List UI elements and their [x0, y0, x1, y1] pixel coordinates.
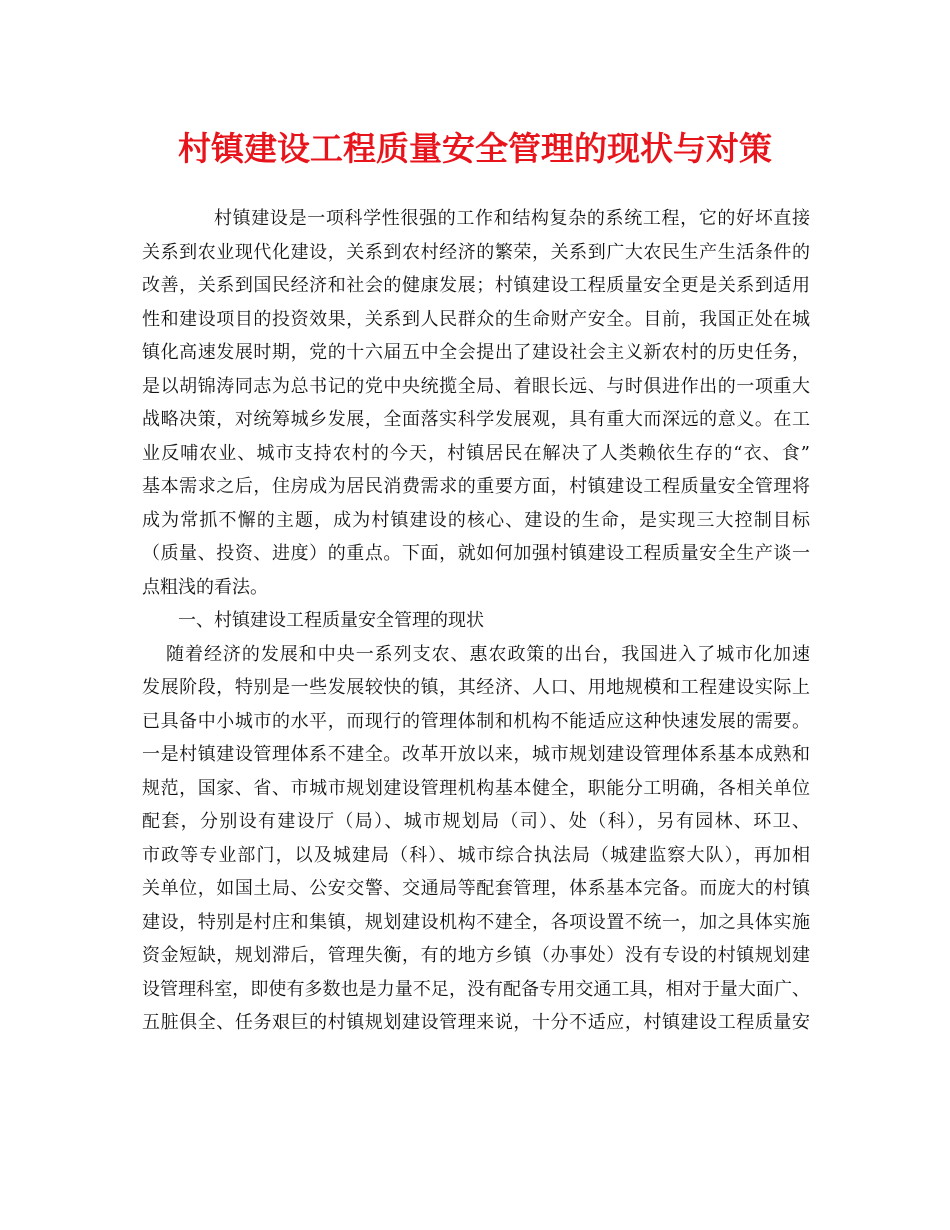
paragraph-line: 性和建设项目的投资效果，关系到人民群众的生命财产安全。目前，我国正处在城 [142, 308, 810, 330]
document-body [142, 202, 810, 1040]
paragraph-line: 战略决策，对统筹城乡发展，全面落实科学发展观，具有重大而深远的意义。在工 [142, 409, 810, 430]
paragraph-line: 关系到农业现代化建设，关系到农村经济的繁荣，关系到广大农民生产生活条件的 [142, 241, 810, 263]
paragraph-line: 设管理科室，即使有多数也是力量不足，没有配备专用交通工具，相对于量大面广、 [142, 978, 810, 1000]
paragraph-line: 发展阶段，特别是一些发展较快的镇，其经济、人口、用地规模和工程建设实际上 [142, 677, 810, 698]
paragraph-line: 规范，国家、省、市城市规划建设管理机构基本健全，职能分工明确，各相关单位 [142, 777, 810, 799]
paragraph-line: 已具备中小城市的水平，而现行的管理体制和机构不能适应这种快速发展的需要。 [142, 710, 810, 732]
paragraph-line: 基本需求之后，住房成为居民消费需求的重要方面，村镇建设工程质量安全管理将 [142, 476, 810, 497]
paragraph-line: 市政等专业部门，以及城建局（科）、城市综合执法局（城建监察大队），再加相 [142, 844, 810, 866]
paragraph-line: 业反哺农业、城市支持农村的今天，村镇居民在解决了人类赖依生存的“衣、食” [142, 442, 810, 464]
paragraph-line: 点粗浅的看法。 [142, 576, 268, 598]
section-heading-line: 一、村镇建设工程质量安全管理的现状 [178, 610, 484, 631]
paragraph-line: 关单位，如国土局、公安交警、交通局等配套管理，体系基本完备。而庞大的村镇 [142, 878, 810, 899]
paragraph-line: 建设，特别是村庄和集镇，规划建设机构不建全，各项设置不统一，加之具体实施 [142, 911, 810, 933]
paragraph-line: 改善，关系到国民经济和社会的健康发展；村镇建设工程质量安全更是关系到适用 [142, 275, 810, 296]
paragraph-line: 配套，分别设有建设厅（局）、城市规划局（司）、处（科），另有园林、环卫、 [142, 811, 810, 832]
paragraph-line: 村镇建设是一项科学性很强的工作和结构复杂的系统工程，它的好坏直接 [214, 208, 810, 229]
paragraph-line: 五脏俱全、任务艰巨的村镇规划建设管理来说，十分不适应，村镇建设工程质量安 [142, 1012, 810, 1033]
paragraph-line: （质量、投资、进度）的重点。下面，就如何加强村镇建设工程质量安全生产谈一 [142, 543, 810, 564]
paragraph-line: 随着经济的发展和中央一系列支农、惠农政策的出台，我国进入了城市化加速 [166, 643, 810, 665]
paragraph-line: 是以胡锦涛同志为总书记的党中央统揽全局、着眼长远、与时俱进作出的一项重大 [142, 375, 810, 397]
paragraph-line: 一是村镇建设管理体系不建全。改革开放以来，城市规划建设管理体系基本成熟和 [142, 744, 810, 765]
paragraph-line: 资金短缺，规划滞后，管理失衡，有的地方乡镇（办事处）没有专设的村镇规划建 [142, 945, 810, 966]
paragraph-line: 镇化高速发展时期，党的十六届五中全会提出了建设社会主义新农村的历史任务， [142, 342, 810, 363]
paragraph-line: 成为常抓不懈的主题，成为村镇建设的核心、建设的生命，是实现三大控制目标 [142, 509, 810, 531]
document-title: 村镇建设工程质量安全管理的现状与对策 [178, 129, 772, 168]
